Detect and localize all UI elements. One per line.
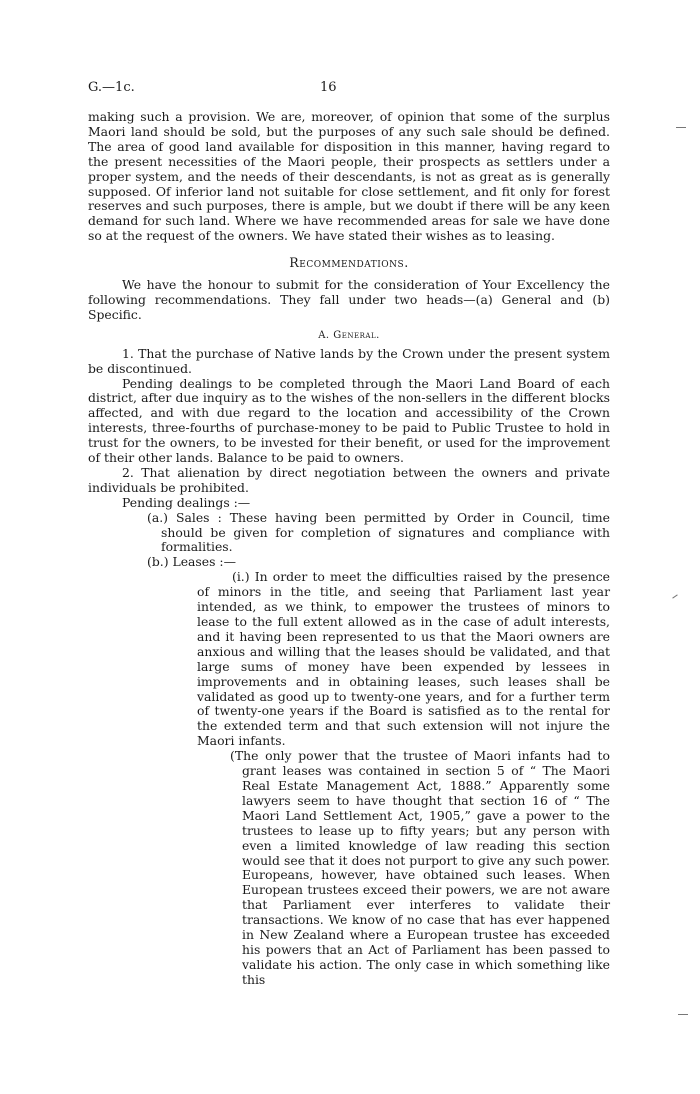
section-heading: Recommendations. [289,255,409,271]
subitem-minors: (i.) In order to meet the difficulties raised by the presence of minors in the title, and seeing that Parliament last year intended, as we think, to empower the trustees of minors to lease to the full extent allowed as in the case of adult interests, and it having been represented to us that the Maori owners are anxious and willing that the leases should be validated, and that large sums of money have been expended by lessees in improvements and in obtaining leases, such leases shall be validated as good up to twenty-one years, and for a further term of twenty-one years if the Board is satisfied as to the rental for the extended term and that such extension will not injure the Maori infants. [197,569,610,749]
paragraph-continued: making such a provision. We are, moreover, of opinion that some of the surplus Maori land should be sold, but the purposes of any such sale should be defined. The area of good land available for disposition in this manner, having regard to the present necessities of the Maori people, their prospects as settlers under a proper system, and the needs of their descendants, is not as great as is generally supposed. Of inferior land not suitable for close settlement, and fit only for forest reserves and such purposes, there is ample, but we doubt if there will be any keen demand for such land. Where we have recommended areas for sale we have done so at the request of the owners. We have stated their wishes as to leasing. [88,109,610,244]
margin-mark [676,127,686,128]
document-reference: G.—1c. [88,80,135,95]
item-sales: (a.) Sales : These having been permitted by Order in Council, time should be given for completion of signatures and compliance with formalities. [147,509,610,555]
page-number: 16 [320,80,337,95]
note-trustee-powers: (The only power that the trustee of Maori infants had to grant leases was contained in section 5 of “ The Maori Real Estate Management Act, 1888.” Apparently some lawyers seem to have thought that section 16 of “ The Maori Land Settlement Act, 1905,” gave a power to the trustees to lease up to fifty years; but any person with even a limited knowledge of law reading this section would see that it does not purport to give any such power. Europeans, however, have obtained such leases. When European trustees exceed their powers, we are not aware that Parliament ever interferes to validate their transactions. We know of no case that has ever happened in New Zealand where a European trustee has exceeded his powers that an Act of Parliament has been passed to validate his action. The only case in which something like this [230,748,610,987]
document-body [88,110,610,988]
recommendation-2: 2. That alienation by direct negotiation between the owners and private individuals be prohibited. [88,464,610,495]
paragraph-intro: We have the honour to submit for the consideration of Your Excellency the following recommendations. They fall under two heads—(a) General and (b) Specific. [88,277,610,322]
page-header [88,80,608,98]
margin-mark [672,594,677,598]
item-leases: (b.) Leases :— [147,554,236,570]
recommendation-1: 1. That the purchase of Native lands by the Crown under the present system be discontinued. [88,345,610,376]
pending-dealings-purchase: Pending dealings to be completed through the Maori Land Board of each district, after due inquiry as to the wishes of the non-sellers in the different blocks affected, and with due regard to the location and accessibility of the Crown interests, three-fourths of purchase-money to be paid to Public Trustee to hold in trust for the owners, to be invested for their benefit, or used for the improvement of their other lands. Balance to be paid to owners. [88,375,610,466]
subsection-heading: A. General. [318,329,380,341]
margin-mark [678,1014,688,1015]
pending-dealings-label: Pending dealings :— [122,494,251,510]
